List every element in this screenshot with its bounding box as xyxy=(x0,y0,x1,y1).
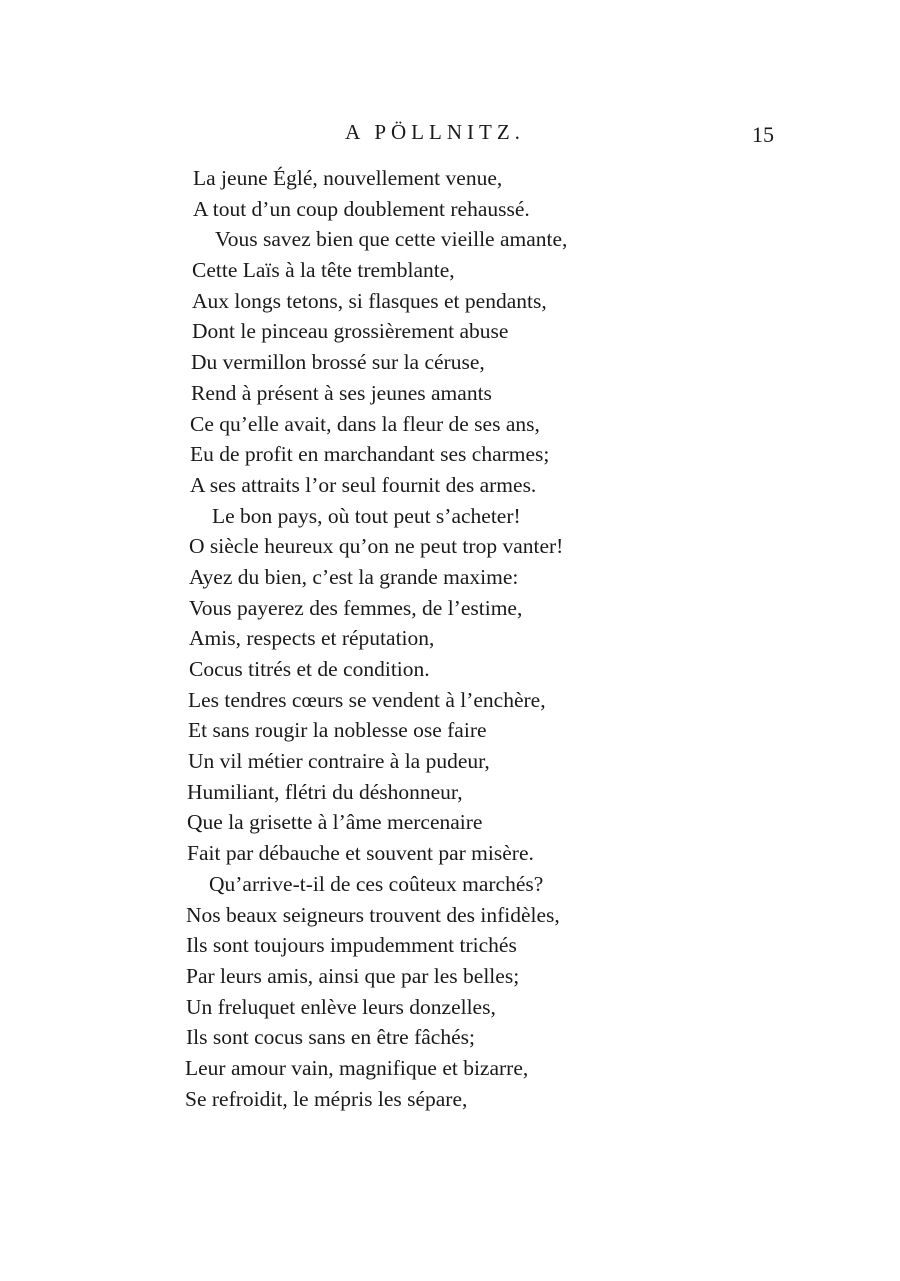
poem-line: Et sans rougir la noblesse ose faire xyxy=(188,718,487,743)
poem-line: Ayez du bien, c’est la grande maxime: xyxy=(189,564,519,589)
poem-line: Ils sont cocus sans en être fâchés; xyxy=(186,1025,475,1050)
poem-line: Fait par débauche et souvent par misère. xyxy=(187,841,534,866)
poem-line: Ce qu’elle avait, dans la fleur de ses ans, xyxy=(190,411,540,436)
poem-line: Leur amour vain, magnifique et bizarre, xyxy=(185,1055,529,1080)
poem-line: Dont le pinceau grossièrement abuse xyxy=(192,319,509,344)
poem-line: Qu’arrive-t-il de ces coûteux marchés? xyxy=(209,871,544,896)
poem-line: Les tendres cœurs se vendent à l’enchère, xyxy=(188,687,546,712)
poem-line: Aux longs tetons, si flasques et pendants, xyxy=(192,288,547,313)
poem-line: Du vermillon brossé sur la céruse, xyxy=(191,350,485,375)
poem-line: Cocus titrés et de condition. xyxy=(189,657,430,681)
poem-line: Que la grisette à l’âme mercenaire xyxy=(187,810,483,835)
poem-line: Rend à présent à ses jeunes amants xyxy=(191,380,492,405)
poem-line: O siècle heureux qu’on ne peut trop vanter! xyxy=(189,534,564,559)
poem-line: Un vil métier contraire à la pudeur, xyxy=(188,749,490,774)
poem-line: Un freluquet enlève leurs donzelles, xyxy=(186,994,496,1019)
poem-line: Ils sont toujours impudemment trichés xyxy=(186,933,517,958)
poem-line: Vous savez bien que cette vieille amante, xyxy=(215,227,568,252)
poem-line: Se refroidit, le mépris les sépare, xyxy=(185,1086,468,1111)
poem-text xyxy=(0,163,900,1114)
poem-line: Eu de profit en marchandant ses charmes; xyxy=(190,442,550,467)
poem-line: Amis, respects et réputation, xyxy=(189,626,435,651)
page-number: 15 xyxy=(752,122,774,147)
poem-line: La jeune Églé, nouvellement venue, xyxy=(193,166,503,190)
poem-line: A tout d’un coup doublement rehaussé. xyxy=(193,196,530,221)
poem-line: Vous payerez des femmes, de l’estime, xyxy=(189,595,523,620)
poem-line: A ses attraits l’or seul fournit des armes. xyxy=(190,472,537,497)
poem-line: Le bon pays, où tout peut s’acheter! xyxy=(212,503,521,528)
poem-line: Humiliant, flétri du déshonneur, xyxy=(187,779,463,804)
poem-line: Nos beaux seigneurs trouvent des infidèles, xyxy=(186,902,560,927)
poem-line: Cette Laïs à la tête tremblante, xyxy=(192,258,455,283)
poem-line: Par leurs amis, ainsi que par les belles; xyxy=(186,963,520,988)
running-title: A PÖLLNITZ. xyxy=(345,120,525,144)
